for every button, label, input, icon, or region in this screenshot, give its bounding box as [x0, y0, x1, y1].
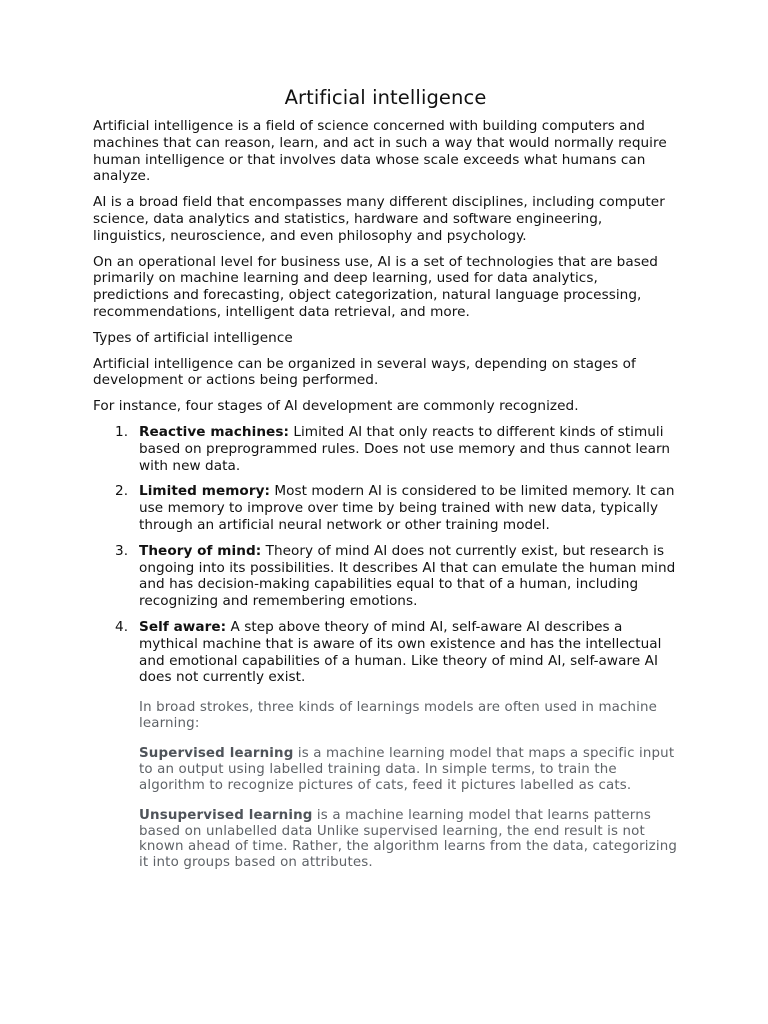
section-heading: Types of artificial intelligence — [93, 329, 293, 346]
learning-models-note — [139, 700, 678, 871]
learning-model-term: Unsupervised learning — [139, 807, 313, 823]
list-item-number: 2. — [115, 483, 129, 500]
ai-stages-list — [93, 424, 678, 686]
section-paragraph-1: Artificial intelligence can be organized in several ways, depending on stages of development or actions being performed. — [93, 355, 636, 389]
intro-paragraph-1: Artificial intelligence is a field of science concerned with building computers and machines that can reason, learn, and act in such a way that would normally require human intelligence or that involves data whose scale exceeds what humans can analyze. — [93, 118, 667, 185]
list-item — [93, 424, 678, 474]
stage-term: Reactive machines: — [139, 423, 289, 440]
learning-model-item — [139, 746, 678, 794]
document-body — [93, 86, 678, 885]
list-item-number: 4. — [115, 618, 129, 635]
stage-description: Limited AI that only reacts to different kinds of stimuli based on preprogrammed rules. Does not use memory and thus cannot learn with new data. — [139, 423, 671, 474]
stage-term: Theory of mind: — [139, 542, 262, 559]
list-item-number: 1. — [115, 423, 129, 440]
list-item — [93, 619, 678, 686]
learning-model-description: is a machine learning model that maps a specific input to an output using labelled training data. In simple terms, to train the algorithm to recognize pictures of cats, feed it pictures labelled as cats. — [139, 745, 675, 793]
document-title: Artificial intelligence — [284, 86, 487, 109]
learning-model-description: is a machine learning model that learns patterns based on unlabelled data Unlike supervised learning, the end result is not known ahead of time. Rather, the algorithm learns from the data, categorizing it into groups based on attributes. — [139, 807, 678, 871]
intro-paragraph-2: AI is a broad field that encompasses many different disciplines, including computer science, data analytics and statistics, hardware and software engineering, linguistics, neuroscience, and even philosophy and psychology. — [93, 194, 665, 244]
list-item — [93, 483, 678, 533]
learning-models-intro: In broad strokes, three kinds of learnings models are often used in machine learning: — [139, 700, 658, 732]
stage-term: Self aware: — [139, 618, 227, 635]
learning-model-item — [139, 808, 678, 872]
section-paragraph-2: For instance, four stages of AI development are commonly recognized. — [93, 398, 579, 415]
stage-description: Most modern AI is considered to be limited memory. It can use memory to improve over time by being trained with new data, typically through an artificial neural network or other training model. — [139, 483, 675, 533]
intro-paragraph-3: On an operational level for business use, AI is a set of technologies that are based primarily on machine learning and deep learning, used for data analytics, predictions and forecasting, object categorization, natural language processing, recommendations, intelligent data retrieval, and more. — [93, 253, 658, 320]
stage-term: Limited memory: — [139, 483, 270, 500]
stage-description: A step above theory of mind AI, self-aware AI describes a mythical machine that is aware of its own existence and has the intellectual and emotional capabilities of a human. Like theory of mind AI, self-aware AI does not currently exist. — [139, 618, 662, 686]
learning-model-term: Supervised learning — [139, 745, 294, 761]
stage-description: Theory of mind AI does not currently exist, but research is ongoing into its possibilities. It describes AI that can emulate the human mind and has decision-making capabilities equal to that of a human, including recognizing and remembering emotions. — [139, 542, 676, 610]
list-item — [93, 543, 678, 610]
list-item-number: 3. — [115, 542, 129, 559]
